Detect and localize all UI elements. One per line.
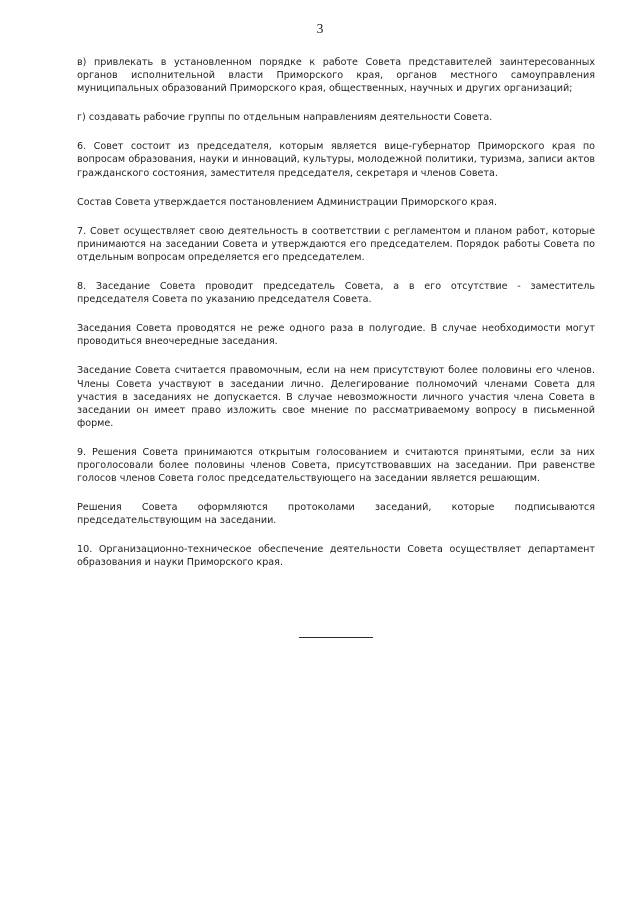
- paragraph-8: 8. Заседание Совета проводит председатель Совета, а в его отсутствие - заместитель председателя Совета по указанию председателя Совета.: [77, 281, 595, 306]
- paragraph-9: 9. Решения Совета принимаются открытым голосованием и считаются принятыми, если за них проголосовали более половины членов Совета, присутствовавших на заседании. При равенстве голосов членов Совета голос председательствующего на заседании является решающим.: [77, 446, 595, 485]
- paragraph-10: 10. Организационно-техническое обеспечение деятельности Совета осуществляет департамент образования и науки Приморского края.: [77, 544, 595, 569]
- page-number: 3: [316, 21, 324, 36]
- end-separator-line: [299, 637, 373, 638]
- paragraph-8-quorum: Заседание Совета считается правомочным, если на нем присутствуют более половины его членов. Члены Совета участвуют в заседании лично. Делегирование полномочий членами Совета для участия в заседаниях не допускается. В случае невозможности личного участия члена Совета в заседании он имеет право изложить свое мнение по рассматриваемому вопросу в письменной форме.: [77, 365, 595, 429]
- paragraph-8-frequency: Заседания Совета проводятся не реже одного раза в полугодие. В случае необходимости могут проводиться внеочередные заседания.: [77, 323, 595, 348]
- paragraph-6: 6. Совет состоит из председателя, которым является вице-губернатор Приморского края по вопросам образования, науки и инноваций, культуры, молодежной политики, туризма, записи актов гражданского состояния, заместителя председателя, секретаря и членов Совета.: [77, 141, 595, 179]
- paragraph-7: 7. Совет осуществляет свою деятельность в соответствии с регламентом и планом работ, которые принимаются на заседании Совета и утверждаются его председателем. Порядок работы Совета по отдельным вопросам определяется его председателем.: [77, 225, 595, 263]
- document-body: [77, 56, 595, 586]
- paragraph-9-protocols: Решения Совета оформляются протоколами заседаний, которые подписываются председательствующим на заседании.: [77, 502, 595, 527]
- paragraph-5-v: в) привлекать в установленном порядке к работе Совета представителей заинтересованных органов исполнительной власти Приморского края, органов местного самоуправления муниципальных образований Приморского края, общественных, научных и других организаций;: [77, 57, 595, 95]
- paragraph-5-g: г) создавать рабочие группы по отдельным направлениям деятельности Совета.: [77, 112, 493, 124]
- paragraph-6-composition: Состав Совета утверждается постановлением Администрации Приморского края.: [77, 196, 497, 208]
